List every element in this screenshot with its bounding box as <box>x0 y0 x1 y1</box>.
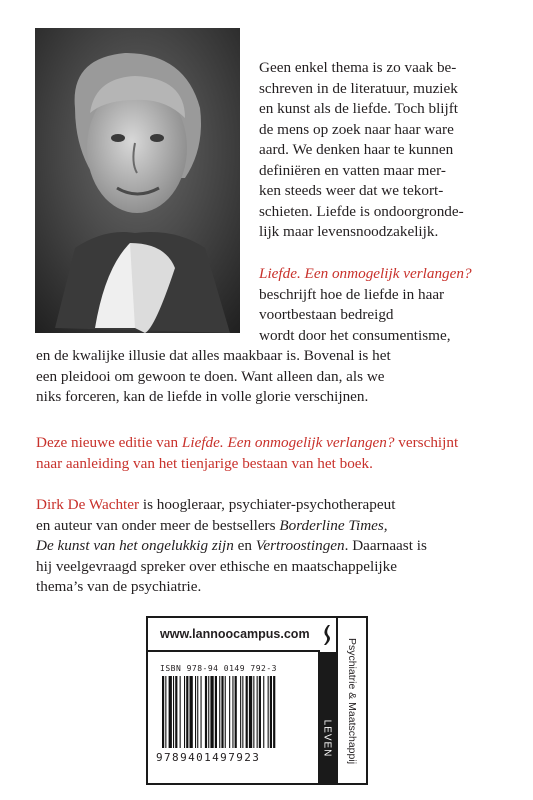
barcode-bar <box>259 676 261 748</box>
barcode-bar <box>169 676 172 748</box>
book-title-borderline: Borderline Times, <box>279 516 388 534</box>
intro-line: Geen enkel thema is zo vaak be- <box>259 59 457 76</box>
summary-line: en de kwalijke illusie dat alles maakbaar is. Bovenal is het <box>36 347 391 364</box>
barcode-bars <box>162 676 312 750</box>
summary-paragraph-wide <box>36 346 391 408</box>
author-line-2-prefix: en auteur van onder meer de bestsellers <box>36 516 280 534</box>
edition-paragraph <box>36 433 458 474</box>
barcode-bar <box>208 676 209 748</box>
barcode-bar <box>219 676 220 748</box>
barcode-bar <box>246 676 248 748</box>
barcode-bar <box>229 676 230 748</box>
edition-suffix: verschijnt <box>394 434 459 451</box>
author-paragraph <box>36 495 427 598</box>
intro-line: aard. We denken haar te kunnen <box>259 141 454 158</box>
barcode-bar <box>235 676 237 748</box>
barcode-bar <box>273 676 275 748</box>
book-title-kunst: De kunst van het ongelukkig zijn <box>36 537 234 554</box>
author-line-1-rest: is hoogleraar, psychiater-psychotherapeut <box>139 496 396 513</box>
intro-line: schieten. Liefde is ondoorgronde- <box>259 202 464 220</box>
author-line-1 <box>36 495 427 516</box>
summary-line: wordt door het consumentisme, <box>259 326 451 344</box>
barcode-bar <box>242 676 243 748</box>
edition-prefix: Deze nieuwe editie van <box>36 434 182 451</box>
intro-line: en kunst als de liefde. Toch blijft <box>259 100 459 117</box>
barcode-bar <box>232 676 233 748</box>
edition-line-1 <box>36 433 458 454</box>
intro-line: lijk maar levensnoodzakelijk. <box>259 223 439 240</box>
summary-line: beschrijft hoe de liefde in haar <box>259 285 445 303</box>
intro-line: schreven in de literatuur, muziek <box>259 79 458 97</box>
edition-book-title: Liefde. Een onmogelijk verlangen? <box>181 434 395 451</box>
book-title-vertroostingen: Vertroostingen <box>255 537 345 554</box>
barcode-bar <box>186 676 188 748</box>
barcode-bar <box>270 676 272 748</box>
barcode-bar <box>201 676 202 748</box>
author-line-3-suffix: . Daarnaast is <box>344 537 427 554</box>
intro-line: ken steeds weer dat we tekort- <box>259 182 444 199</box>
barcode-panel <box>146 616 368 785</box>
intro-line: definiëren en vatten maar mer- <box>259 161 446 179</box>
summary-line: een pleidooi om gewoon te doen. Want alleen dan, als we <box>36 367 385 385</box>
barcode-bar <box>210 676 213 748</box>
barcode-bar <box>162 676 164 748</box>
summary-paragraph-narrow <box>259 264 472 346</box>
summary-book-title: Liefde. Een onmogelijk verlangen? <box>259 265 472 282</box>
author-line-2 <box>36 516 427 537</box>
edition-line-2: naar aanleiding van het tienjarige bestaan van het boek. <box>36 454 373 472</box>
isbn-text: ISBN 978-94 0149 792-3 <box>160 664 277 673</box>
barcode-bar <box>180 676 181 748</box>
barcode-bar <box>190 676 193 748</box>
barcode-bar <box>173 676 174 748</box>
series-label: LEVEN <box>321 719 333 757</box>
author-photo <box>35 28 240 333</box>
lannoo-mark-icon <box>318 618 336 652</box>
summary-line: voortbestaan bedreigd <box>259 306 394 323</box>
barcode-bar <box>165 676 166 748</box>
barcode-bar <box>249 676 252 748</box>
author-line-3-mid: en <box>233 537 256 554</box>
barcode-bar <box>215 676 217 748</box>
intro-paragraph <box>259 58 464 243</box>
barcode-bar <box>263 676 264 748</box>
author-line-3 <box>36 536 427 557</box>
author-name: Dirk De Wachter <box>36 496 140 513</box>
barcode-bar <box>221 676 223 748</box>
barcode-bar <box>195 676 196 748</box>
intro-line: de mens op zoek naar haar ware <box>259 120 454 138</box>
barcode-bar <box>268 676 269 748</box>
publisher-website[interactable]: www.lannoocampus.com <box>148 618 320 652</box>
barcode-bar <box>197 676 198 748</box>
barcode-bar <box>225 676 226 748</box>
barcode-bar <box>205 676 207 748</box>
barcode-bar <box>184 676 185 748</box>
barcode-bar <box>240 676 241 748</box>
barcode-bar <box>253 676 254 748</box>
category-label: Psychiatrie & Maatschappij <box>346 637 358 764</box>
author-line-5: thema’s van de psychiatrie. <box>36 578 202 595</box>
author-line-4: hij veelgevraagd spreker over ethische en maatschappelijke <box>36 557 397 575</box>
barcode-bar <box>175 676 177 748</box>
category-column <box>336 618 366 783</box>
series-band <box>318 652 336 783</box>
barcode-bar <box>257 676 258 748</box>
summary-line: niks forceren, kan de liefde in volle glorie verschijnen. <box>36 388 369 405</box>
ean-number: 9789401497923 <box>156 751 261 764</box>
series-label-wrap <box>318 708 336 768</box>
